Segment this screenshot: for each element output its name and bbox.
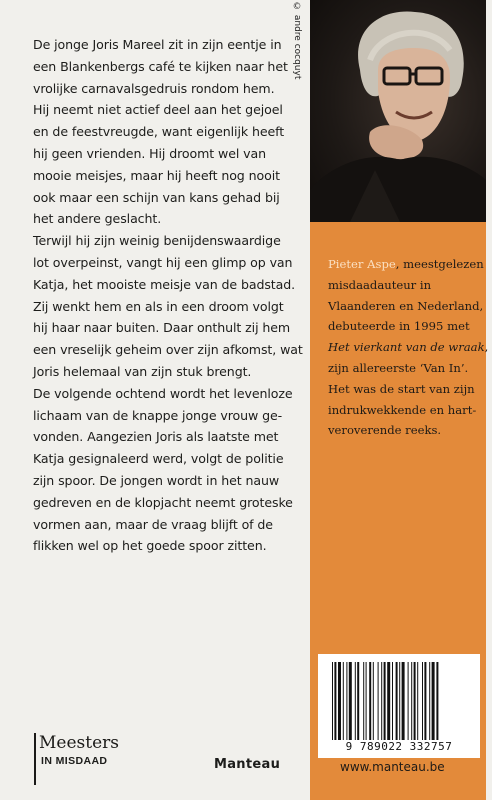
blurb-paragraph-2: Terwijl hij zijn weinig benijdenswaardige lot overpeinst, vangt hij een glimp op van Katja, het mooiste meisje van de badstad. Zij wenkt hem en als in een droom volgt hij haar naar buiten. Daar onthult zij hem een vreselijk geheim over zijn afkomst, wat Joris helemaal van zijn stuk brengt. (33, 233, 303, 379)
series-logo (33, 733, 119, 767)
author-bio: Pieter Aspe, meestgelezen misdaadauteur in Vlaanderen en Nederland, debuteerde in 1995 met Het vierkant van de wraak, zijn allereerste ‘Van In’. Het was de start van zijn indrukwekkende en hart- veroverende reeks. (328, 257, 489, 438)
isbn-number: 9 789022 332757 (345, 740, 453, 753)
publisher-website: www.manteau.be (340, 760, 445, 774)
series-name: Meesters (39, 733, 119, 753)
series-subtitle: IN MISDAAD (41, 755, 108, 767)
blurb-paragraph-3: De volgende ochtend wordt het levenloze lichaam van de knappe jonge vrouw ge- vonden. Aangezien Joris als laatste met Katja gesignaleerd werd, volgt de politie zijn spoor. De jongen wordt in het nauw gedreven en de klopjacht neemt groteske vormen aan, maar de vraag blijft of de flikken wel op het goede spoor zitten. (33, 385, 293, 554)
photo-credit: © andre cocquyt (292, 2, 302, 80)
publisher-logo: Manteau (214, 757, 281, 772)
debut-title: Het vierkant van de wraak (328, 340, 485, 355)
barcode-bars (330, 662, 472, 740)
author-photo (310, 0, 486, 222)
series-logo-bar (34, 733, 36, 785)
author-panel (310, 222, 489, 800)
blurb-text (33, 34, 309, 557)
author-portrait-illustration (310, 0, 486, 222)
author-name: Pieter Aspe (328, 257, 396, 271)
blurb-paragraph-1: De jonge Joris Mareel zit in zijn eentje in een Blankenbergs café te kijken naar het vrolijke carnavalsgedruis rondom hem. Hij neemt niet actief deel aan het gejoel en de feestvreugde, want eigenlijk heeft hij geen vrienden. Hij droomt wel van mooie meisjes, maar hij heeft nog nooit ook maar een schijn van kans gehad bij het andere geslacht. (33, 37, 288, 227)
barcode (318, 654, 480, 758)
